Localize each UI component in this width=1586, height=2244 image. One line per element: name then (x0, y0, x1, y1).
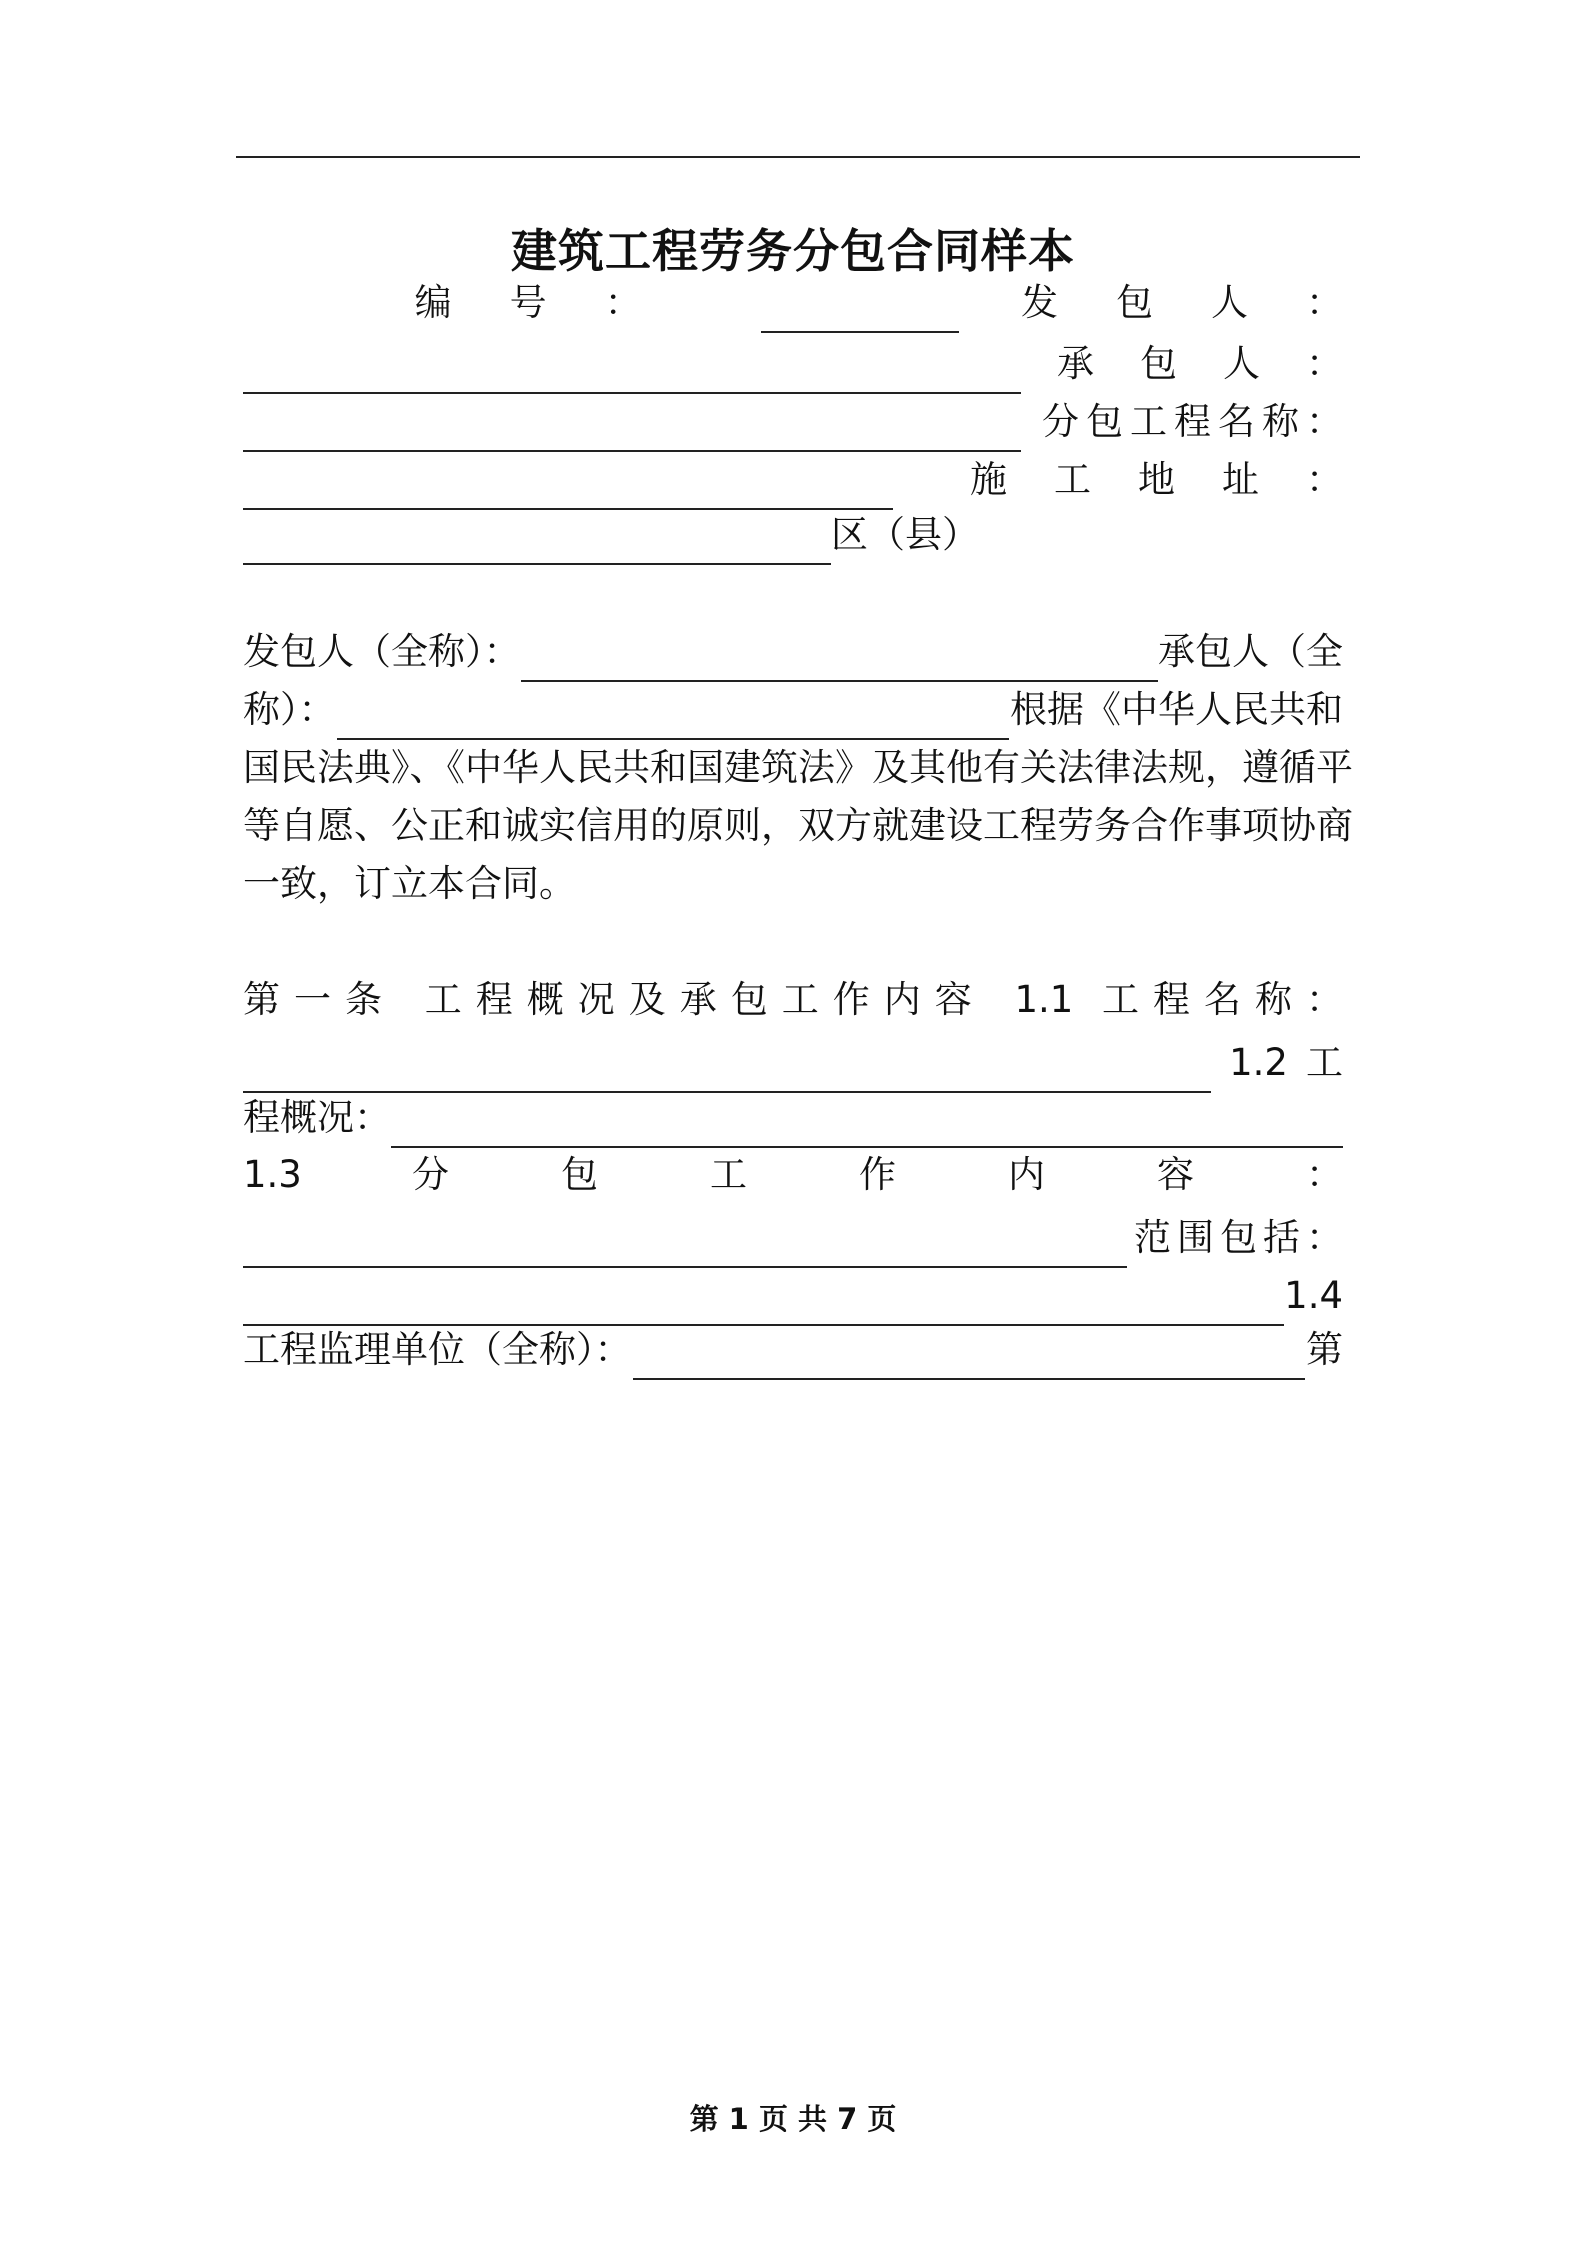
document-title: 建筑工程劳务分包合同样本 (511, 224, 1075, 278)
scope-label: 范围包括： (1134, 1216, 1349, 1259)
number-label: 编号： (414, 281, 700, 324)
owner-label: 发包人： (1020, 281, 1401, 324)
article1-heading: 第一条 (243, 978, 396, 1021)
item-1-1-label: 工程名称： (1102, 978, 1357, 1021)
supervisor-blank (633, 1344, 1305, 1380)
preamble-line-b (243, 738, 1353, 798)
item-1-1-number: 1.1 (1014, 978, 1074, 1021)
line-item-1-2 (243, 1033, 1343, 1093)
number-blank (761, 297, 959, 333)
district-label: 区（县） (831, 513, 979, 556)
line-site-address (243, 450, 1390, 510)
preamble-text-b: 国民法典》、《中华人民共和国建筑法》及其他有关法律法规，遵循平 (243, 746, 1353, 789)
line-owner-fullname (243, 622, 1343, 682)
line-project-name (243, 392, 1350, 452)
site-address-label: 施工地址： (970, 458, 1390, 501)
contractor-fullname-label-b: 称）： (243, 688, 336, 731)
item-1-2-label-b: 程概况： (243, 1096, 391, 1139)
item-1-2-label-a: 工 (1306, 1041, 1343, 1084)
contractor-fullname-label-a: 承包人（全 (1158, 630, 1343, 673)
contractor-label: 承包人： (1057, 342, 1389, 385)
article1-heading-line (243, 970, 1357, 1030)
line-contractor-fullname (243, 680, 1343, 740)
contractor-fullname-blank (337, 704, 1009, 740)
preamble-line-c (243, 796, 1353, 856)
page-footer: 第 1 页 共 7 页 (689, 2102, 897, 2136)
project-overview-blank (391, 1112, 1343, 1148)
line-scope (243, 1208, 1349, 1268)
item-1-4-label: 工程监理单位（全称）： (243, 1328, 632, 1371)
site-address-blank (243, 529, 831, 565)
owner-fullname-blank (521, 646, 1159, 682)
line-item-1-4 (243, 1266, 1343, 1326)
work-content-blank (243, 1232, 1127, 1268)
preamble-line-d (243, 854, 1343, 914)
header-rule (236, 156, 1360, 158)
owner-fullname-label: 发包人（全称）： (243, 630, 521, 673)
item-1-3-number: 1.3 (243, 1153, 302, 1196)
contractor-blank (243, 416, 1021, 452)
line-supervisor (243, 1320, 1343, 1380)
preamble-text-a: 根据《中华人民共和 (1010, 688, 1343, 731)
line-contractor (243, 334, 1389, 394)
preamble-text-c: 等自愿、公正和诚实信用的原则，双方就建设工程劳务合作事项协商 (243, 804, 1353, 847)
preamble-text-d: 一致，订立本合同。 (243, 862, 576, 905)
project-name-label: 分包工程名称： (1042, 400, 1350, 443)
item-1-4-number: 1.4 (1284, 1274, 1343, 1317)
line-number (243, 273, 1401, 333)
item-1-2-number: 1.2 (1229, 1041, 1288, 1084)
owner-blank (243, 358, 1021, 394)
line-item-1-3 (243, 1145, 1455, 1205)
next-fragment: 第 (1306, 1328, 1343, 1371)
item-1-3-label: 分包工作内容： (412, 1153, 1455, 1196)
article1-heading-title: 工程概况及承包工作内容 (424, 978, 986, 1021)
line-district (243, 505, 1343, 565)
line-project-overview (243, 1088, 1343, 1148)
